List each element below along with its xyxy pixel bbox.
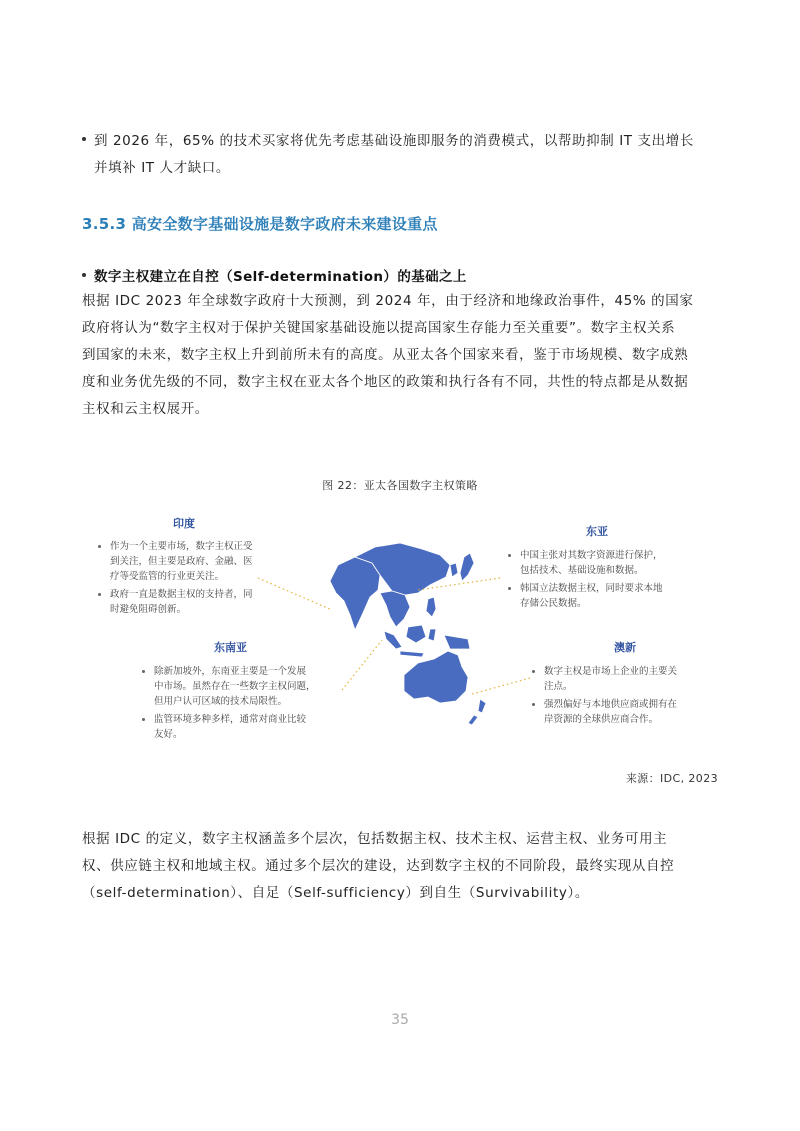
paragraph-line: 到国家的未来，数字主权上升到前所未有的高度。从亚太各个国家来看，鉴于市场规模、数字成熟 — [82, 347, 689, 363]
figure-caption: 图 22：亚太各国数字主权策略 — [322, 479, 478, 492]
region-title-india: 印度 — [173, 517, 195, 530]
region-india — [96, 515, 296, 620]
list-item: 除新加坡外，东南亚主要是一个发展 中市场。虽然存在一些数字主权问题， 但用户认可区域的技术局限性。 — [140, 664, 350, 709]
paragraph-line: 根据 IDC 的定义，数字主权涵盖多个层次，包括数据主权、技术主权、运营主权、业务可用主 — [82, 831, 668, 847]
region-list-india — [96, 539, 296, 617]
paragraph-line: 主权和云主权展开。 — [82, 401, 209, 417]
closing-paragraph — [82, 826, 732, 907]
region-list-anz — [530, 664, 730, 727]
paragraph-line: 政府将认为“数字主权对于保护关键国家基础设施以提高国家生存能力至关重要”。数字主权关系 — [82, 320, 676, 336]
connector-anz — [472, 678, 530, 694]
paragraph-line: 根据 IDC 2023 年全球数字政府十大预测，到 2024 年，由于经济和地缘政治事件，45% 的国家 — [82, 293, 694, 309]
subsection-heading-text: 数字主权建立在自控（Self-determination）的基础之上 — [94, 269, 467, 285]
list-item: 数字主权是市场上企业的主要关 注点。 — [530, 664, 730, 694]
figure-source: 来源：IDC, 2023 — [625, 772, 718, 785]
region-anz — [530, 639, 730, 730]
list-item: 韩国立法数据主权，同时要求本地 存储公民数据。 — [506, 581, 716, 611]
region-list-east-asia — [506, 548, 716, 611]
region-east-asia — [506, 523, 716, 614]
region-list-southeast-asia — [140, 664, 350, 742]
region-title-southeast-asia: 东南亚 — [214, 641, 247, 654]
bullet-line-1: 到 2026 年，65% 的技术买家将优先考虑基础设施即服务的消费模式，以帮助抑制 IT 支出增长 — [94, 133, 694, 149]
list-item: 强烈偏好与本地供应商或拥有在 岸资源的全球供应商合作。 — [530, 697, 730, 727]
paragraph-line: 权、供应链主权和地域主权。通过多个层次的建设，达到数字主权的不同阶段，最终实现从自控 — [82, 858, 675, 874]
region-title-anz: 澳新 — [614, 641, 636, 654]
list-item: 作为一个主要市场，数字主权正受 到关注，但主要是政府、金融、医 疗等受监管的行业更关注。 — [96, 539, 296, 584]
list-item: 政府一直是数据主权的支持者，同 时避免阻碍创新。 — [96, 587, 296, 617]
bullet-line-2: 并填补 IT 人才缺口。 — [94, 160, 231, 176]
paragraph-line: 度和业务优先级的不同，数字主权在亚太各个地区的政策和执行各有不同，共性的特点都是从数据 — [82, 374, 689, 390]
list-item: 中国主张对其数字资源进行保护， 包括技术、基础设施和数据。 — [506, 548, 716, 578]
section-heading: 3.5.3 高安全数字基础设施是数字政府未来建设重点 — [82, 215, 438, 233]
connector-east-asia — [418, 578, 500, 590]
region-southeast-asia — [140, 639, 350, 745]
region-title-east-asia: 东亚 — [586, 525, 608, 538]
list-item: 监管环境多种多样，通常对商业比较 友好。 — [140, 712, 350, 742]
page-number: 35 — [391, 1012, 409, 1028]
paragraph-line: （self-determination）、自足（Self-sufficiency）到自生（Survivability）。 — [82, 885, 589, 901]
